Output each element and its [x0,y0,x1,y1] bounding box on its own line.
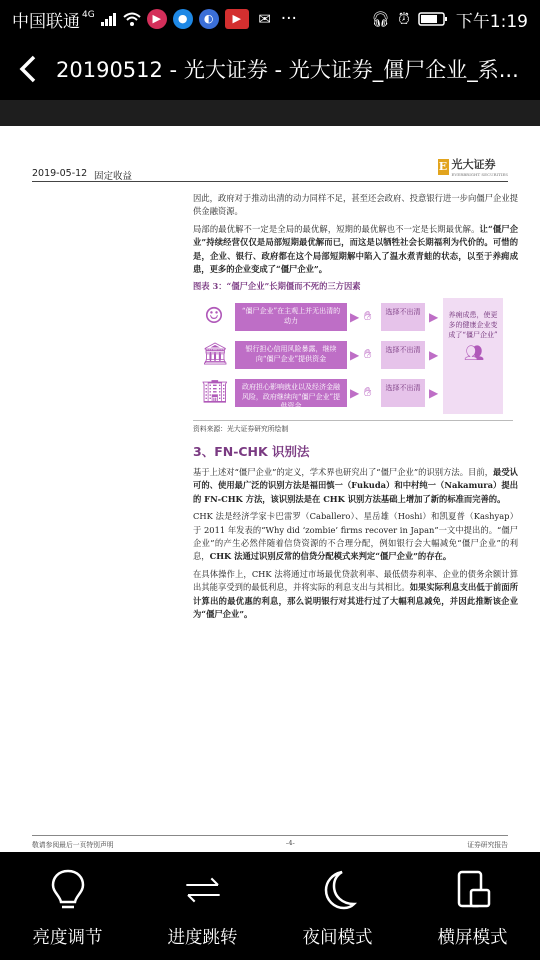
page-header [32,158,508,182]
signal-icon [101,12,117,26]
figure-row-text: “僵尸企业”在主观上并无出清的动力 [235,303,347,331]
battery-icon [418,11,448,27]
paragraph-5-bold: 如果实际利息支出低于前面所计算出的最优惠的利息，那么说明银行对其进行过了大幅利息减免，并因此推断该企业为“僵尸企业”。 [193,582,518,620]
people-group-icon: 👥︎ [463,343,483,362]
arrow-right-icon: ▶ [429,310,439,324]
figure-title: 图表 3：“僵尸企业”长期僵而不死的三方因素 [193,281,361,292]
progress-jump-label: 进度跳转 [167,928,238,948]
chevron-left-icon [18,54,38,84]
report-category: 固定收益 [94,171,133,182]
government-building-icon: 🏢︎ [201,380,229,405]
figure-row-bank [193,338,439,372]
reader-toolbar [0,852,540,960]
page-gap [0,100,540,126]
document-title: 20190512 - 光大证券 - 光大证券_僵尸企业_系... [56,58,519,82]
paragraph-2 [193,223,518,277]
paragraph-5 [193,568,518,622]
figure-row-text: 银行担心信用风险暴露，继续向“僵尸企业”提供资金 [235,341,347,369]
document-page[interactable] [0,126,540,852]
paragraph-4-plain: CHK 法是经济学家卡巴雷罗（Caballero）、星岳雄（Hoshi）和凯夏普（Kashyap）于 2011 年发表的“Why did ‘zombie’ firms recover in Japan”一文中提出的。“僵尸企业”的产生必然伴随着信贷资源的不合理分配，例如银行会大幅减免“僵尸企业”的利息， [193,511,518,562]
moon-icon [318,868,358,912]
footer-disclaimer: 敬请参阅最后一页特别声明 [32,841,114,849]
clock: 下午1:19 [455,11,528,32]
brightness-button[interactable] [0,852,135,960]
app-notification-icon: ● [173,9,193,29]
stop-hand-icon: ✋︎ [364,309,372,324]
figure-outcome-text: 养痈成患，使更多的健康企业变成了“僵尸企业” [448,311,498,339]
progress-jump-button[interactable] [135,852,270,960]
footer-page-number: -4- [285,839,295,847]
figure-three-factors [193,298,513,418]
figure-outcome-box [443,298,503,414]
text-block-2 [193,466,518,625]
person-icon: ☺ [204,304,224,329]
logo-name: 光大证券 [451,158,496,171]
night-mode-label: 夜间模式 [302,928,373,948]
headphones-icon: 🎧︎ [371,10,391,28]
status-bar [0,0,540,38]
music-app-icon: ▶ [147,9,167,29]
swap-arrows-icon [183,868,223,912]
footer-report-type: 证券研究报告 [467,841,508,849]
paragraph-1: 因此，政府对于推动出清的动力同样不足，甚至还会政府、投意银行进一步向僵尸企业提供金融资源。 [193,193,518,217]
wifi-icon [123,12,141,26]
arrow-right-icon: ▶ [429,386,439,400]
paragraph-3-bold: 最受认可的、使用最广泛的识别方法是福田慎一（Fukuda）和中村纯一（Nakamura）提出的 FN-CHK 方法，该识别法是在 CHK 识别方法基础上增加了新的标准而完善的。 [193,467,518,504]
night-mode-button[interactable] [270,852,405,960]
report-date: 2019-05-12 [32,168,88,179]
landscape-mode-label: 横屏模式 [437,928,508,948]
figure-row-result: 选择不出清 [381,303,425,331]
arrow-right-icon: ▶ [429,348,439,362]
stop-hand-icon: ✋︎ [364,347,372,362]
rotate-phone-icon [453,868,493,912]
arrow-right-icon: ▶ [350,348,360,362]
logo-mark: E [438,159,448,173]
paragraph-3-plain: 基于上述对“僵尸企业”的定义，学术界也研究出了“僵尸企业”的识别方法。目前， [193,467,494,477]
figure-row-enterprise [193,300,439,334]
figure-row-text: 政府担心影响就业以及经济金融风险，政府继续向“僵尸企业”提供资金 [235,379,347,407]
back-button[interactable] [0,38,56,100]
figure-row-result: 选择不出清 [381,341,425,369]
paragraph-2-plain: 局部的最优解不一定是全局的最优解，短期的最优解也不一定是长期最优解。 [193,223,480,234]
figure-source: 资料来源：光大证券研究所绘制 [193,420,513,433]
paragraph-5-plain: 在具体操作上，CHK 法将通过市场最优贷款利率、最低债券利率、企业的债务余额计算出其能享受到的最低利息，并将实际的利息支出与其相比。 [193,568,518,593]
stop-hand-icon: ✋︎ [364,385,372,400]
paragraph-2-bold: 让“僵尸企业”持续经营仅仅是局部短期最优解而已，而这是以牺牲社会长期福利为代价的。可惜的是，企业、银行、政府都在这个局部短期解中陷入了温水煮青蛙的状态，以至于养痈成患，更多的企业变成了“僵尸企业”。 [193,223,518,275]
figure-row-government [193,376,439,410]
more-notifications-icon: ··· [280,9,297,29]
lightbulb-icon [48,868,88,912]
company-logo [438,156,509,177]
network-type: 4G [82,10,95,20]
alarm-icon: ⏰︎ [398,10,410,28]
figure-row-result: 选择不出清 [381,379,425,407]
landscape-mode-button[interactable] [405,852,540,960]
section-heading: 3、FN-CHK 识别法 [193,444,310,459]
brightness-label: 亮度调节 [32,928,103,948]
video-app-icon: ▶ [225,9,249,29]
page-footer [32,835,508,849]
arrow-right-icon: ▶ [350,386,360,400]
text-block-1 [193,192,518,294]
carrier-label: 中国联通 [12,11,80,32]
browser-app-icon: ◐ [199,9,219,29]
arrow-right-icon: ▶ [350,310,360,324]
bank-icon: 🏛︎ [201,342,229,367]
paragraph-4-bold: CHK 法通过识别反常的信贷分配模式来判定“僵尸企业”的存在。 [209,551,452,562]
reader-title-bar [0,38,540,100]
logo-english: EVERBRIGHT SECURITIES [451,172,508,177]
wechat-icon: ✉ [258,10,271,28]
paragraph-3 [193,466,518,506]
paragraph-4 [193,510,518,564]
